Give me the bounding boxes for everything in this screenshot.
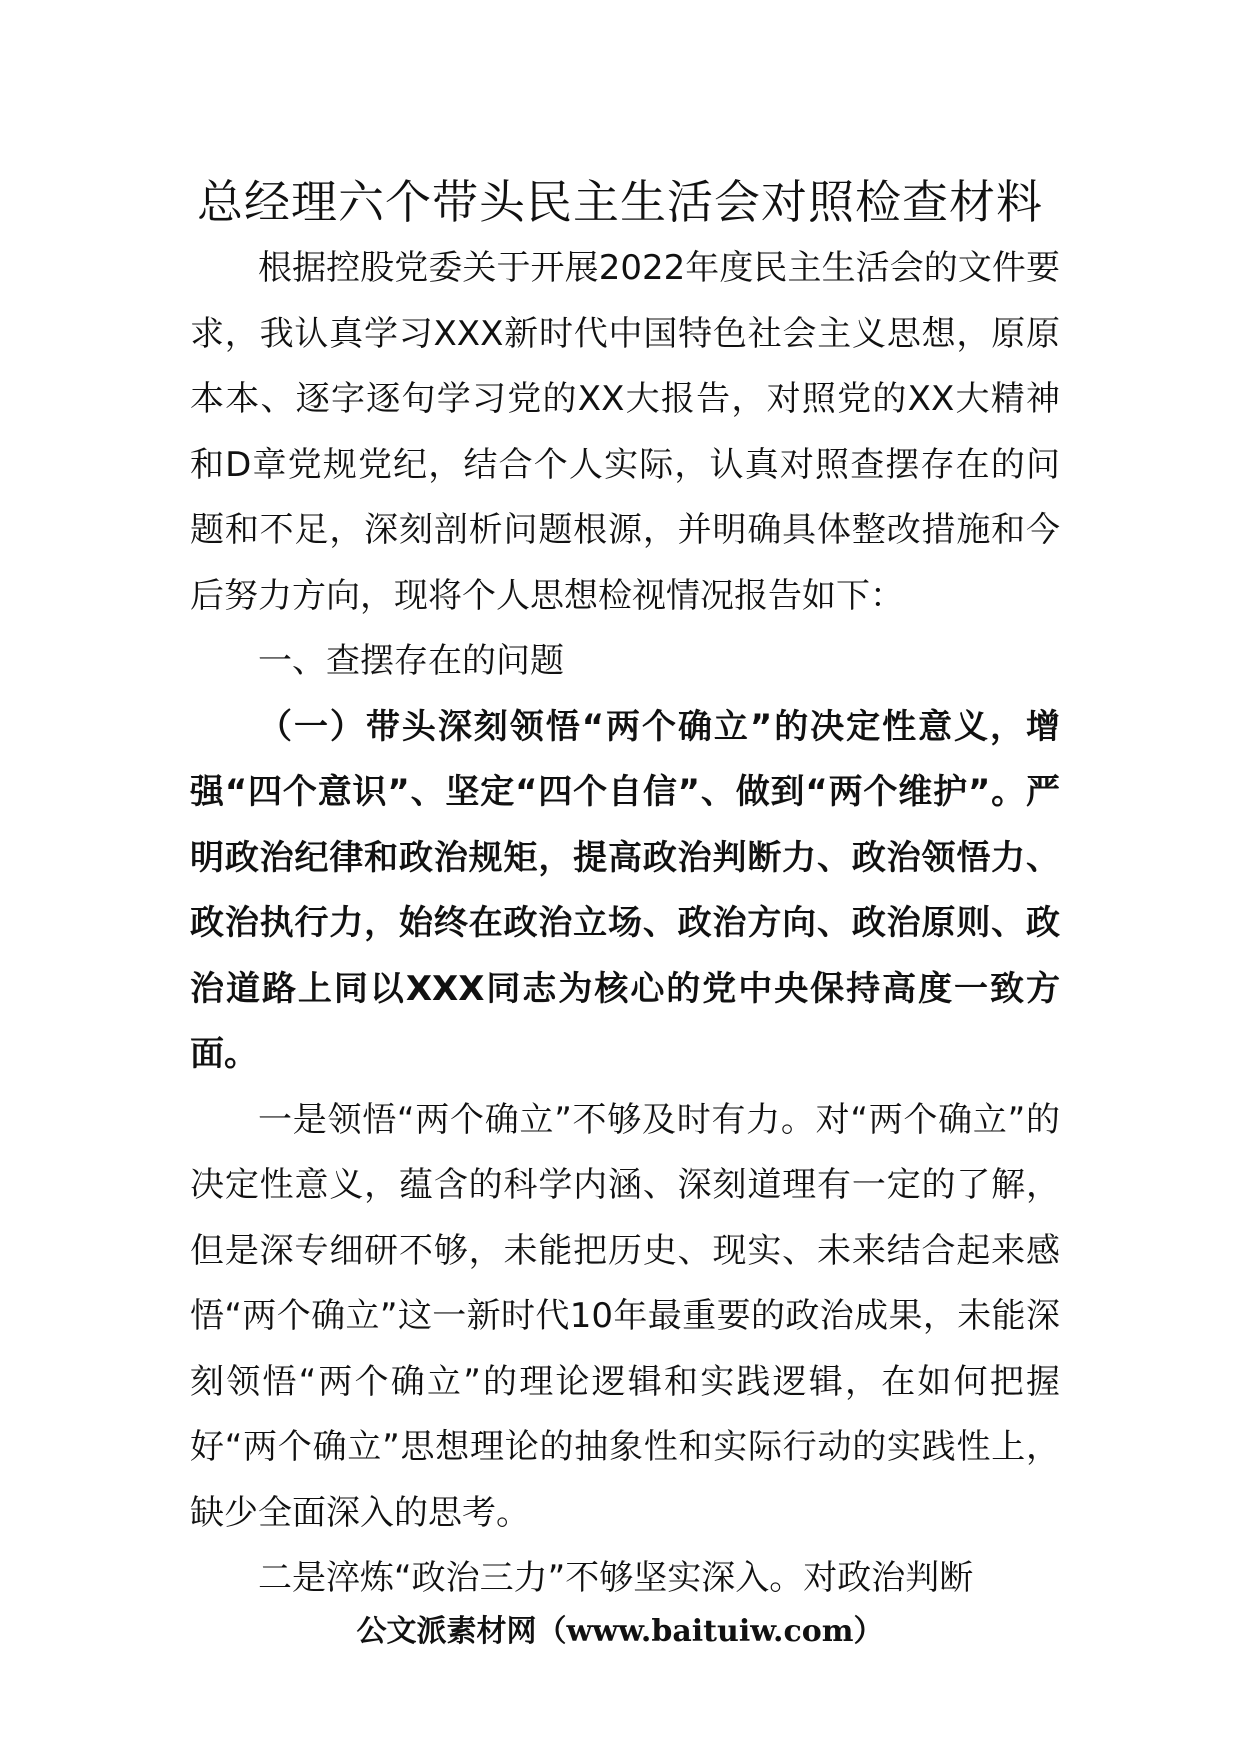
section-heading: 一、查摆存在的问题: [258, 641, 564, 681]
body-paragraph-2: 二是淬炼“政治三力”不够坚实深入。对政治判断: [258, 1558, 974, 1598]
document-title: 总经理六个带头民主生活会对照检查材料: [197, 175, 1043, 229]
document-body: [190, 236, 1060, 1612]
footer-watermark: 公文派素材网（www.baituiw.com）: [356, 1614, 884, 1649]
subsection-heading: （一）带头深刻领悟“两个确立”的决定性意义，增强“四个意识”、坚定“四个自信”、做到“两个维护”。严明政治纪律和政治规矩，提高政治判断力、政治领悟力、政治执行力，始终在政治立场、政治方向、政治原则、政治道路上同以XXX同志为核心的党中央保持高度一致方面。: [190, 706, 1060, 1074]
intro-paragraph: 根据控股党委关于开展2022年度民主生活会的文件要求，我认真学习XXX新时代中国特色社会主义思想，原原本本、逐字逐句学习党的XX大报告，对照党的XX大精神和D章党规党纪，结合个人实际，认真对照查摆存在的问题和不足，深刻剖析问题根源，并明确具体整改措施和今后努力方向，现将个人思想检视情况报告如下：: [190, 248, 1060, 616]
body-paragraph-1: 一是领悟“两个确立”不够及时有力。对“两个确立”的决定性意义，蕴含的科学内涵、深刻道理有一定的了解，但是深专细研不够，未能把历史、现实、未来结合起来感悟“两个确立”这一新时代10年最重要的政治成果，未能深刻领悟“两个确立”的理论逻辑和实践逻辑，在如何把握好“两个确立”思想理论的抽象性和实际行动的实践性上，缺少全面深入的思考。: [190, 1099, 1060, 1533]
